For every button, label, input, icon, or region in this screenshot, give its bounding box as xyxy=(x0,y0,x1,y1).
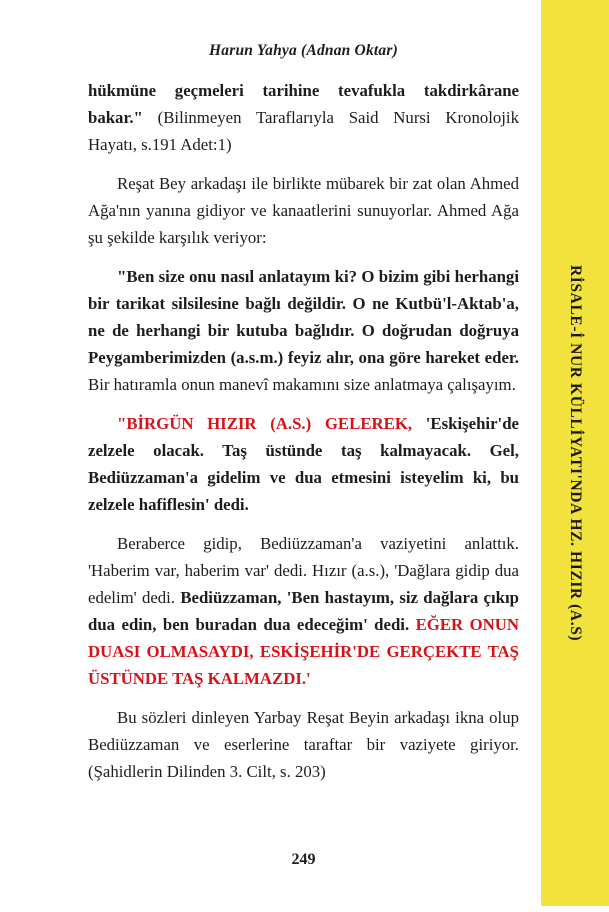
text-segment-regular: (Bilinmeyen Taraflarıyla Said Nursi Kronolojik Hayatı, s.191 Adet:1) xyxy=(88,108,519,154)
paragraph xyxy=(88,704,519,785)
text-segment-regular: Bu sözleri dinleyen Yarbay Reşat Beyin arkadaşı ikna olup Bediüzzaman ve eserlerine taraftar bir vaziyete giriyor. (Şahidlerin Dilinden 3. Cilt, s. 203) xyxy=(88,708,519,781)
text-segment-red-bold: "BİRGÜN HIZIR (A.S.) GELEREK, xyxy=(117,414,413,433)
text-segment-bold: hükmüne geçmeleri tarihine tevafukla takdirkârane bakar." xyxy=(88,81,519,127)
text-segment-red-bold: EĞER ONUN DUASI OLMASAYDI, ESKİŞEHİR'DE GERÇEKTE TAŞ ÜSTÜNDE TAŞ KALMAZDI.' xyxy=(88,615,519,688)
running-header: Harun Yahya (Adnan Oktar) xyxy=(209,42,398,59)
text-segment-regular: Bir hatıramla onun manevî makamını size anlatmaya çalışayım. xyxy=(88,375,516,394)
page-number: 249 xyxy=(291,851,316,868)
page-content xyxy=(88,0,519,797)
text-segment-bold: Bediüzzaman, 'Ben hastayım, siz dağlara çıkıp dua edin, ben buradan dua edeceğim' dedi. xyxy=(88,588,519,634)
sidebar-band xyxy=(541,0,609,906)
paragraph xyxy=(88,530,519,692)
text-segment-regular: Reşat Bey arkadaşı ile birlikte mübarek bir zat olan Ahmed Ağa'nın yanına gidiyor ve kanaatlerini sunuyorlar. Ahmed Ağa şu şekilde karşılık veriyor: xyxy=(88,174,519,247)
paragraph xyxy=(88,170,519,251)
paragraph xyxy=(88,263,519,398)
text-segment-bold: "Ben size onu nasıl anlatayım ki? O bizim gibi herhangi bir tarikat silsilesine bağlı değildir. O ne Kutbü'l-Aktab'a, ne de herhangi bir kutuba bağlıdır. O doğrudan doğruya Peygamberimizden (a.s.m.) feyiz alır, ona göre hareket eder. xyxy=(88,267,519,367)
paragraph xyxy=(88,410,519,518)
body-text xyxy=(88,77,519,785)
text-segment-bold: 'Eskişehir'de zelzele olacak. Taş üstünde taş kalmayacak. Gel, Bediüzzaman'a gidelim ve dua etmesini isteyelim ki, bu zelzele hafiflesin' dedi. xyxy=(88,414,519,514)
text-segment-regular: Beraberce gidip, Bediüzzaman'a vaziyetini anlattık. 'Haberim var, haberim var' dedi. Hızır (a.s.), 'Dağlara gidip dua edelim' dedi. xyxy=(88,534,519,607)
paragraph xyxy=(88,77,519,158)
sidebar-title: RİSALE-İ NUR KÜLLİYATI'NDA HZ. HIZIR (A.S) xyxy=(567,264,584,642)
